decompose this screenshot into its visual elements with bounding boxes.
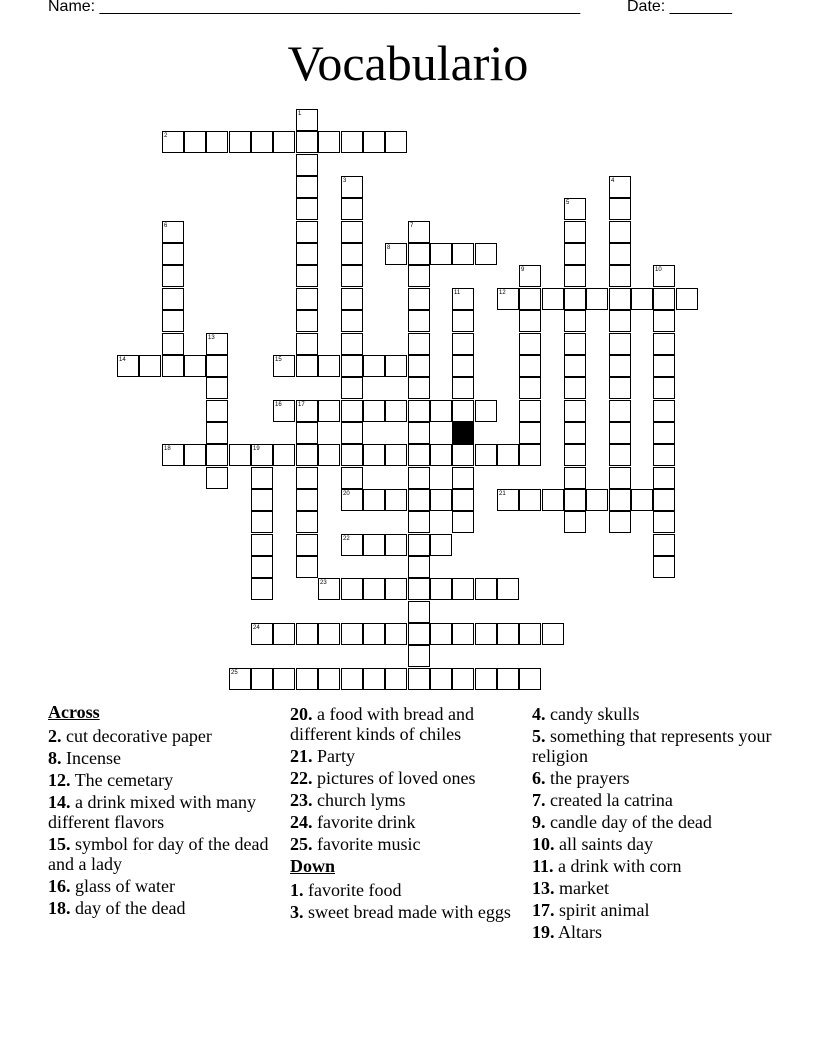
clue-across-24: 24. favorite drink [290, 812, 416, 832]
clue-number-label: 13 [208, 335, 215, 341]
grid-cell[interactable] [564, 288, 586, 310]
grid-cell[interactable] [385, 131, 407, 153]
grid-cell[interactable] [206, 467, 228, 489]
clue-down-10: 10. all saints day [532, 834, 653, 854]
grid-cell[interactable] [296, 154, 318, 176]
grid-cell[interactable] [363, 668, 385, 690]
grid-cell[interactable] [609, 355, 631, 377]
grid-cell[interactable] [296, 534, 318, 556]
date-field-label: Date: _______ [627, 0, 732, 15]
grid-cell[interactable] [586, 288, 608, 310]
grid-cell[interactable] [206, 131, 228, 153]
grid-cell[interactable] [408, 288, 430, 310]
clue-across-16: 16. glass of water [48, 876, 175, 896]
grid-cell[interactable] [430, 444, 452, 466]
clue-down-11: 11. a drink with corn [532, 856, 682, 876]
clue-number-label: 24 [253, 625, 260, 631]
grid-cell[interactable] [341, 310, 363, 332]
grid-cell[interactable] [296, 623, 318, 645]
clue-column-3 [532, 704, 772, 944]
grid-cell[interactable] [296, 243, 318, 265]
clue-number-label: 23 [320, 580, 327, 586]
grid-cell[interactable] [653, 400, 675, 422]
grid-cell[interactable] [296, 265, 318, 287]
grid-cell[interactable] [653, 467, 675, 489]
grid-cell[interactable] [296, 176, 318, 198]
grid-cell[interactable] [564, 467, 586, 489]
grid-cell[interactable] [385, 668, 407, 690]
clue-column-1 [48, 702, 288, 920]
grid-cell[interactable] [341, 288, 363, 310]
grid-cell[interactable] [296, 489, 318, 511]
clue-number-label: 1 [298, 111, 302, 117]
grid-cell[interactable] [430, 623, 452, 645]
grid-cell[interactable] [609, 198, 631, 220]
clue-number-label: 12 [499, 290, 506, 296]
grid-cell[interactable] [475, 243, 497, 265]
grid-cell[interactable] [408, 511, 430, 533]
grid-cell[interactable] [296, 333, 318, 355]
grid-cell[interactable] [363, 131, 385, 153]
grid-cell[interactable] [519, 444, 541, 466]
clue-across-22: 22. pictures of loved ones [290, 768, 476, 788]
clue-number-label: 2 [164, 133, 168, 139]
grid-cell[interactable] [519, 288, 541, 310]
clue-number-label: 10 [655, 267, 662, 273]
grid-cell[interactable] [318, 400, 340, 422]
grid-cell[interactable] [251, 534, 273, 556]
grid-cell[interactable] [452, 467, 474, 489]
clue-number-label: 14 [119, 357, 126, 363]
grid-cell[interactable] [653, 288, 675, 310]
clue-across-23: 23. church lyms [290, 790, 406, 810]
grid-cell[interactable] [363, 444, 385, 466]
grid-cell[interactable] [631, 288, 653, 310]
page-title: Vocabulario [287, 35, 529, 91]
grid-cell[interactable] [564, 444, 586, 466]
clue-number-label: 22 [343, 536, 350, 542]
grid-cell[interactable] [318, 668, 340, 690]
clue-number-label: 6 [164, 223, 168, 229]
grid-cell[interactable] [385, 578, 407, 600]
grid-cell[interactable] [206, 422, 228, 444]
grid-cell[interactable] [564, 489, 586, 511]
grid-cell[interactable] [341, 467, 363, 489]
clue-column-2 [290, 704, 530, 924]
clue-number-label: 7 [410, 223, 414, 229]
grid-cell[interactable] [430, 668, 452, 690]
grid-cell[interactable] [273, 444, 295, 466]
clue-across-21: 21. Party [290, 746, 355, 766]
grid-cell[interactable] [497, 623, 519, 645]
grid-cell[interactable] [318, 355, 340, 377]
grid-cell[interactable] [341, 333, 363, 355]
grid-cell[interactable] [519, 668, 541, 690]
grid-cell[interactable] [430, 578, 452, 600]
grid-cell[interactable] [408, 623, 430, 645]
grid-cell[interactable] [430, 400, 452, 422]
grid-cell[interactable] [475, 668, 497, 690]
clue-across-2: 2. cut decorative paper [48, 726, 212, 746]
grid-cell[interactable] [452, 511, 474, 533]
grid-cell[interactable] [609, 310, 631, 332]
grid-cell[interactable] [385, 623, 407, 645]
grid-cell[interactable] [676, 288, 698, 310]
grid-cell[interactable] [341, 578, 363, 600]
clue-down-17: 17. spirit animal [532, 900, 650, 920]
grid-cell[interactable] [653, 556, 675, 578]
down-heading: Down [290, 856, 336, 876]
grid-cell[interactable] [653, 310, 675, 332]
grid-cell[interactable] [586, 489, 608, 511]
grid-cell[interactable] [251, 578, 273, 600]
grid-cell[interactable] [497, 444, 519, 466]
grid-cell[interactable] [251, 489, 273, 511]
grid-cell[interactable] [653, 333, 675, 355]
grid-cell[interactable] [162, 333, 184, 355]
grid-cell[interactable] [519, 400, 541, 422]
grid-cell[interactable] [296, 467, 318, 489]
grid-cell[interactable] [430, 534, 452, 556]
grid-cell[interactable] [564, 400, 586, 422]
grid-cell[interactable] [206, 355, 228, 377]
grid-cell[interactable] [408, 355, 430, 377]
grid-cell[interactable] [273, 131, 295, 153]
grid-cell[interactable] [653, 377, 675, 399]
grid-cell[interactable] [296, 288, 318, 310]
grid-cell[interactable] [251, 467, 273, 489]
grid-cell[interactable] [564, 355, 586, 377]
grid-cell[interactable] [564, 310, 586, 332]
grid-cell[interactable] [296, 310, 318, 332]
grid-cell[interactable] [229, 444, 251, 466]
grid-cell[interactable] [318, 131, 340, 153]
grid-cell[interactable] [653, 534, 675, 556]
grid-cell[interactable] [609, 400, 631, 422]
grid-cell[interactable] [251, 131, 273, 153]
grid-cell[interactable] [206, 377, 228, 399]
grid-cell[interactable] [296, 355, 318, 377]
grid-cell[interactable] [385, 400, 407, 422]
name-field-label: Name: ______________________________________________________ [48, 0, 581, 15]
grid-cell[interactable] [609, 221, 631, 243]
grid-cell[interactable] [363, 578, 385, 600]
clue-down-19: 19. Altars [532, 922, 603, 942]
grid-cell[interactable] [162, 355, 184, 377]
grid-cell[interactable] [251, 556, 273, 578]
clue-down-9: 9. candle day of the dead [532, 812, 712, 832]
grid-cell[interactable] [609, 422, 631, 444]
grid-cell[interactable] [452, 377, 474, 399]
clue-across-14: 14. a drink mixed with many different flavors [48, 792, 256, 832]
grid-cell[interactable] [497, 668, 519, 690]
grid-cell[interactable] [229, 131, 251, 153]
grid-cell[interactable] [452, 400, 474, 422]
grid-cell[interactable] [609, 265, 631, 287]
grid-cell[interactable] [162, 288, 184, 310]
grid-cell[interactable] [296, 556, 318, 578]
grid-cell[interactable] [408, 265, 430, 287]
grid-cell[interactable] [519, 489, 541, 511]
grid-cell[interactable] [251, 511, 273, 533]
grid-cell[interactable] [609, 377, 631, 399]
grid-cell[interactable] [273, 668, 295, 690]
clue-across-25: 25. favorite music [290, 834, 421, 854]
grid-cell[interactable] [631, 489, 653, 511]
grid-cell[interactable] [318, 623, 340, 645]
grid-cell[interactable] [296, 511, 318, 533]
clue-number-label: 3 [343, 178, 347, 184]
grid-cell[interactable] [296, 131, 318, 153]
clue-number-label: 16 [275, 402, 282, 408]
grid-cell[interactable] [206, 444, 228, 466]
grid-cell[interactable] [341, 400, 363, 422]
grid-cell[interactable] [564, 265, 586, 287]
grid-cell[interactable] [408, 645, 430, 667]
grid-cell[interactable] [452, 355, 474, 377]
grid-cell[interactable] [452, 623, 474, 645]
grid-cell[interactable] [385, 444, 407, 466]
grid-cell[interactable] [341, 377, 363, 399]
grid-cell[interactable] [408, 489, 430, 511]
grid-cell[interactable] [452, 489, 474, 511]
grid-cell[interactable] [206, 400, 228, 422]
clue-across-12: 12. The cemetary [48, 770, 174, 790]
grid-cell[interactable] [542, 288, 564, 310]
grid-cell[interactable] [430, 243, 452, 265]
grid-cell[interactable] [296, 422, 318, 444]
clue-across-20: 20. a food with bread and different kinds of chiles [290, 704, 474, 744]
grid-cell[interactable] [341, 623, 363, 645]
grid-cell[interactable] [452, 444, 474, 466]
grid-cell[interactable] [609, 444, 631, 466]
grid-cell[interactable] [341, 243, 363, 265]
grid-cell[interactable] [341, 668, 363, 690]
grid-cell[interactable] [497, 578, 519, 600]
clue-down-1: 1. favorite food [290, 880, 402, 900]
grid-cell[interactable] [363, 623, 385, 645]
clue-number-label: 8 [387, 245, 391, 251]
grid-cell[interactable] [609, 467, 631, 489]
grid-cell[interactable] [139, 355, 161, 377]
grid-cell[interactable] [564, 422, 586, 444]
grid-cell[interactable] [609, 489, 631, 511]
grid-cell[interactable] [609, 333, 631, 355]
clue-across-18: 18. day of the dead [48, 898, 186, 918]
grid-cell[interactable] [408, 243, 430, 265]
grid-cell[interactable] [318, 444, 340, 466]
grid-cell[interactable] [408, 578, 430, 600]
grid-cell[interactable] [162, 310, 184, 332]
grid-cell[interactable] [363, 355, 385, 377]
grid-cell[interactable] [296, 668, 318, 690]
grid-cell[interactable] [542, 489, 564, 511]
grid-cell[interactable] [653, 422, 675, 444]
grid-cell[interactable] [341, 265, 363, 287]
grid-cell[interactable] [408, 422, 430, 444]
black-square [452, 422, 474, 444]
grid-cell[interactable] [385, 489, 407, 511]
clue-number-label: 25 [231, 670, 238, 676]
grid-cell[interactable] [452, 243, 474, 265]
clue-down-6: 6. the prayers [532, 768, 630, 788]
grid-cell[interactable] [408, 668, 430, 690]
grid-cell[interactable] [564, 333, 586, 355]
grid-cell[interactable] [519, 333, 541, 355]
grid-cell[interactable] [341, 355, 363, 377]
clue-number-label: 5 [566, 200, 570, 206]
grid-cell[interactable] [296, 198, 318, 220]
clue-across-8: 8. Incense [48, 748, 121, 768]
clue-number-label: 20 [343, 491, 350, 497]
grid-cell[interactable] [430, 489, 452, 511]
grid-cell[interactable] [475, 400, 497, 422]
grid-cell[interactable] [408, 601, 430, 623]
across-heading: Across [48, 702, 100, 722]
grid-cell[interactable] [475, 623, 497, 645]
grid-cell[interactable] [341, 422, 363, 444]
grid-cell[interactable] [475, 444, 497, 466]
grid-cell[interactable] [408, 310, 430, 332]
clue-number-label: 4 [611, 178, 615, 184]
grid-cell[interactable] [408, 556, 430, 578]
grid-cell[interactable] [519, 623, 541, 645]
grid-cell[interactable] [184, 355, 206, 377]
grid-cell[interactable] [273, 623, 295, 645]
grid-cell[interactable] [184, 131, 206, 153]
grid-cell[interactable] [475, 578, 497, 600]
grid-cell[interactable] [653, 444, 675, 466]
clue-down-5: 5. something that represents your religion [532, 726, 772, 766]
grid-cell[interactable] [408, 444, 430, 466]
grid-cell[interactable] [452, 668, 474, 690]
grid-cell[interactable] [542, 623, 564, 645]
clue-number-label: 15 [275, 357, 282, 363]
clue-down-7: 7. created la catrina [532, 790, 673, 810]
grid-cell[interactable] [341, 198, 363, 220]
grid-cell[interactable] [363, 400, 385, 422]
grid-cell[interactable] [162, 243, 184, 265]
grid-cell[interactable] [296, 444, 318, 466]
grid-cell[interactable] [653, 489, 675, 511]
grid-cell[interactable] [408, 400, 430, 422]
clue-number-label: 21 [499, 491, 506, 497]
clue-number-label: 11 [454, 290, 461, 296]
grid-cell[interactable] [564, 377, 586, 399]
grid-cell[interactable] [385, 534, 407, 556]
clue-number-label: 9 [521, 267, 525, 273]
grid-cell[interactable] [564, 511, 586, 533]
grid-cell[interactable] [452, 310, 474, 332]
clue-number-label: 19 [253, 446, 260, 452]
grid-cell[interactable] [408, 333, 430, 355]
clue-number-label: 17 [298, 402, 305, 408]
grid-cell[interactable] [564, 221, 586, 243]
grid-cell[interactable] [519, 377, 541, 399]
grid-cell[interactable] [653, 511, 675, 533]
clue-across-15: 15. symbol for day of the dead and a lady [48, 834, 269, 874]
grid-cell[interactable] [609, 243, 631, 265]
grid-cell[interactable] [408, 467, 430, 489]
grid-cell[interactable] [363, 534, 385, 556]
grid-cell[interactable] [341, 221, 363, 243]
grid-cell[interactable] [653, 355, 675, 377]
grid-cell[interactable] [452, 578, 474, 600]
grid-cell[interactable] [519, 422, 541, 444]
grid-cell[interactable] [162, 265, 184, 287]
grid-cell[interactable] [385, 355, 407, 377]
clue-number-label: 18 [164, 446, 171, 452]
grid-cell[interactable] [609, 511, 631, 533]
grid-cell[interactable] [564, 243, 586, 265]
grid-cell[interactable] [408, 534, 430, 556]
clue-down-13: 13. market [532, 878, 609, 898]
clue-down-4: 4. candy skulls [532, 704, 640, 724]
grid-cell[interactable] [184, 444, 206, 466]
grid-cell[interactable] [363, 489, 385, 511]
grid-cell[interactable] [296, 221, 318, 243]
grid-cell[interactable] [519, 310, 541, 332]
grid-cell[interactable] [408, 377, 430, 399]
grid-cell[interactable] [341, 444, 363, 466]
grid-cell[interactable] [251, 668, 273, 690]
clue-down-3: 3. sweet bread made with eggs [290, 902, 511, 922]
grid-cell[interactable] [609, 288, 631, 310]
grid-cell[interactable] [452, 333, 474, 355]
grid-cell[interactable] [341, 131, 363, 153]
grid-cell[interactable] [519, 355, 541, 377]
